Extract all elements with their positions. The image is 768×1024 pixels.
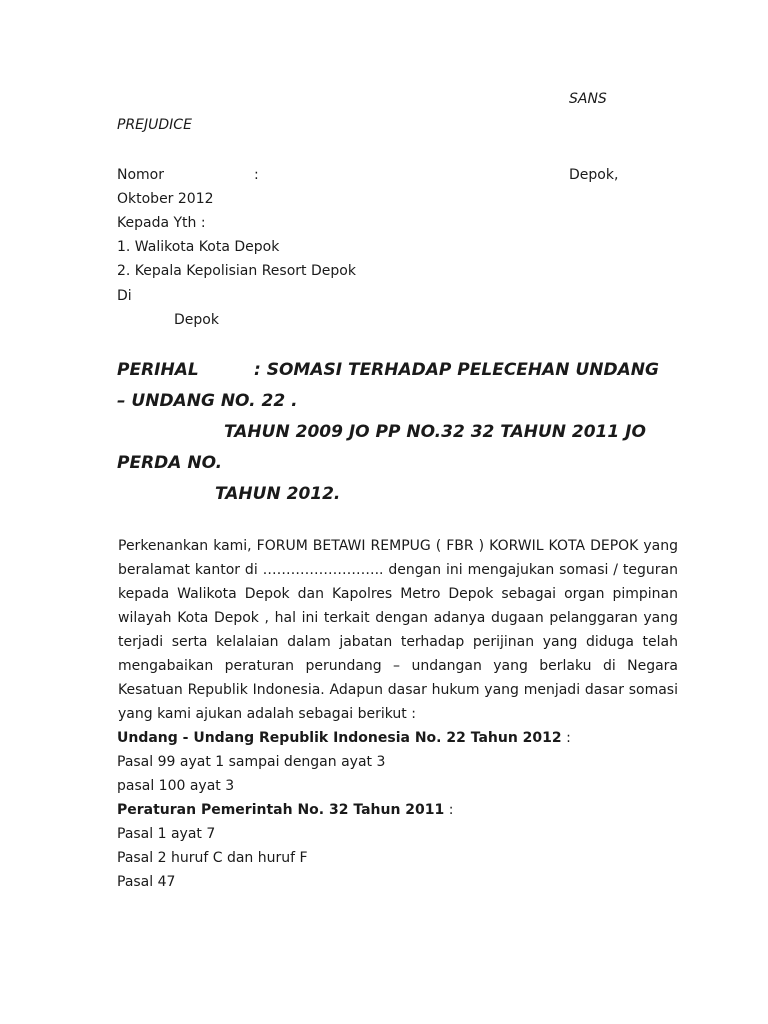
pp-heading (117, 800, 453, 820)
perihal-line-5: TAHUN 2012. (215, 484, 341, 504)
perihal-line-3: TAHUN 2009 JO PP NO.32 32 TAHUN 2011 JO (224, 422, 646, 442)
perihal-label: PERIHAL (117, 360, 199, 380)
uu-item-2: pasal 100 ayat 3 (117, 778, 235, 794)
nomor-colon: : (254, 167, 259, 183)
sans-label: SANS (569, 91, 607, 107)
pp-title: Peraturan Pemerintah No. 32 Tahun 2011 (117, 802, 445, 818)
perihal-line-4: PERDA NO. (117, 453, 223, 473)
recipient-kapolres: 2. Kepala Kepolisian Resort Depok (117, 263, 356, 279)
city-label: Depok (174, 312, 219, 328)
pp-item-1: Pasal 1 ayat 7 (117, 826, 216, 842)
di-label: Di (117, 288, 132, 304)
pp-item-2: Pasal 2 huruf C dan huruf F (117, 850, 308, 866)
uu-item-1: Pasal 99 ayat 1 sampai dengan ayat 3 (117, 754, 386, 770)
uu-title: Undang - Undang Republik Indonesia No. 22 Tahun 2012 (117, 730, 562, 746)
body-paragraph: Perkenankan kami, FORUM BETAWI REMPUG ( FBR ) KORWIL KOTA DEPOK yang beralamat kantor di …………………….. dengan ini mengajukan somasi / teguran kepada Walikota Depok dan Kapolres Metro Depok sebagai organ pimpinan wilayah Kota Depok , hal ini terkait dengan adanya dugaan pelanggaran yang terjadi serta kelalaian dalam jabatan terhadap perijinan yang diduga telah mengabaikan peraturan perundang – undangan yang berlaku di Negara Kesatuan Republik Indonesia. Adapun dasar hukum yang menjadi dasar somasi yang kami ajukan adalah sebagai berikut : (118, 538, 678, 722)
kepada-label: Kepada Yth : (117, 215, 206, 231)
perihal-line-2: – UNDANG NO. 22 . (117, 391, 298, 411)
date-label: Oktober 2012 (117, 191, 214, 207)
nomor-label: Nomor (117, 167, 164, 183)
uu-heading (117, 728, 571, 748)
pp-item-3: Pasal 47 (117, 874, 176, 890)
recipient-walikota: 1. Walikota Kota Depok (117, 239, 280, 255)
prejudice-label: PREJUDICE (117, 117, 192, 133)
uu-colon: : (561, 730, 571, 746)
pp-colon: : (444, 802, 454, 818)
perihal-line-1: : SOMASI TERHADAP PELECEHAN UNDANG (254, 360, 659, 380)
place-label: Depok, (569, 167, 619, 183)
